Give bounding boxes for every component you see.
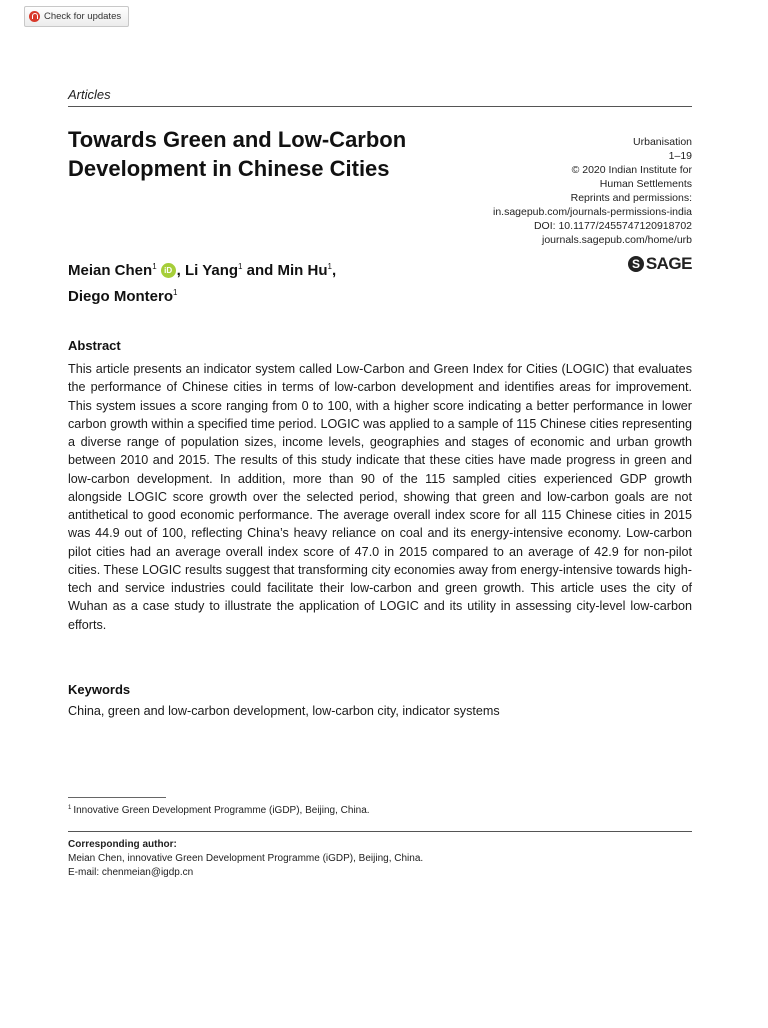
orcid-icon[interactable]: iD bbox=[161, 263, 176, 278]
corresponding-author-email[interactable]: E-mail: chenmeian@igdp.cn bbox=[68, 867, 194, 878]
crossmark-icon bbox=[29, 11, 40, 22]
article-title: Towards Green and Low-Carbon Development in Chinese Cities bbox=[68, 127, 407, 181]
permissions-link[interactable]: in.sagepub.com/journals-permissions-india bbox=[492, 206, 692, 218]
journal-name: Urbanisation bbox=[633, 136, 692, 148]
affiliation-mark: 1 bbox=[238, 262, 243, 271]
corresponding-author-block bbox=[68, 838, 423, 880]
check-for-updates-label: Check for updates bbox=[44, 11, 122, 22]
reprints-label: Reprints and permissions: bbox=[570, 192, 692, 204]
abstract-heading: Abstract bbox=[68, 338, 121, 353]
keywords-text: China, green and low-carbon development, low-carbon city, indicator systems bbox=[68, 704, 500, 718]
doi[interactable]: DOI: 10.1177/2455747120918702 bbox=[533, 220, 692, 232]
corresponding-author-details: Meian Chen, innovative Green Development Programme (iGDP), Beijing, China. bbox=[68, 853, 424, 864]
footnote-divider bbox=[68, 797, 166, 798]
journal-meta bbox=[493, 135, 692, 247]
author-separator: , bbox=[331, 262, 337, 279]
corresponding-author-label: Corresponding author: bbox=[68, 839, 177, 850]
author-name[interactable]: and Min Hu bbox=[242, 262, 328, 279]
sage-logo-text: SAGE bbox=[645, 254, 692, 273]
page-range: 1–19 bbox=[668, 150, 692, 162]
journal-homepage-link[interactable]: journals.sagepub.com/home/urb bbox=[541, 234, 692, 246]
copyright-line: © 2020 Indian Institute for bbox=[571, 164, 692, 176]
author-name[interactable]: , Li Yang bbox=[176, 262, 239, 279]
affiliation-footnote bbox=[68, 805, 370, 816]
sage-logo-mark: S bbox=[628, 256, 644, 272]
copyright-holder: Human Settlements bbox=[599, 178, 692, 190]
check-for-updates-button[interactable] bbox=[24, 6, 129, 27]
keywords-heading: Keywords bbox=[68, 682, 131, 697]
affiliation-mark: 1 bbox=[152, 262, 157, 271]
affiliation-mark: 1 bbox=[327, 262, 332, 271]
sage-logo bbox=[628, 254, 692, 274]
footnote-text: Innovative Green Development Programme (iGDP), Beijing, China. bbox=[73, 805, 370, 816]
header-divider bbox=[68, 106, 692, 107]
author-name[interactable]: Meian Chen bbox=[68, 262, 153, 279]
section-label: Articles bbox=[68, 87, 111, 102]
author-name[interactable]: Diego Montero bbox=[68, 288, 173, 305]
footnote-mark: 1 bbox=[68, 805, 72, 811]
corresponding-divider bbox=[68, 831, 692, 832]
affiliation-mark: 1 bbox=[173, 288, 178, 297]
author-list bbox=[68, 256, 488, 308]
abstract-text: This article presents an indicator system called Low-Carbon and Green Index for Cities (LOGIC) that evaluates the performance of Chinese cities in terms of low-carbon development and identifies areas for improvement. This system issues a score ranging from 0 to 100, with a higher score indicating a better performance in lower carbon growth within a specified time period. LOGIC was applied to a sample of 115 Chinese cities representing a diverse range of population sizes, income levels, geographies and stages of economic and urban growth between 2010 and 2015. The results of this study indicate that these cities have made progress in green and low-carbon development. In addition, more than 90 of the 115 sampled cities experienced GDP growth alongside LOGIC score growth over the selected period, showing that green and low-carbon goals are not antithetical to good economic performance. The average overall index score for all 115 Chinese cities in 2015 was 44.9 out of 100, reflecting China’s heavy reliance on coal and its energy-intensive economy. Low-carbon pilot cities had an average overall index score of 47.0 in 2015 compared to an average of 42.9 for non-pilot cities. These LOGIC results suggest that transforming city economies away from energy-intensive towards high-tech and service industries could facilitate their low-carbon and green growth. This article uses the city of Wuhan as a case study to illustrate the application of LOGIC and its utility in assessing city-level low-carbon efforts. bbox=[68, 362, 692, 632]
